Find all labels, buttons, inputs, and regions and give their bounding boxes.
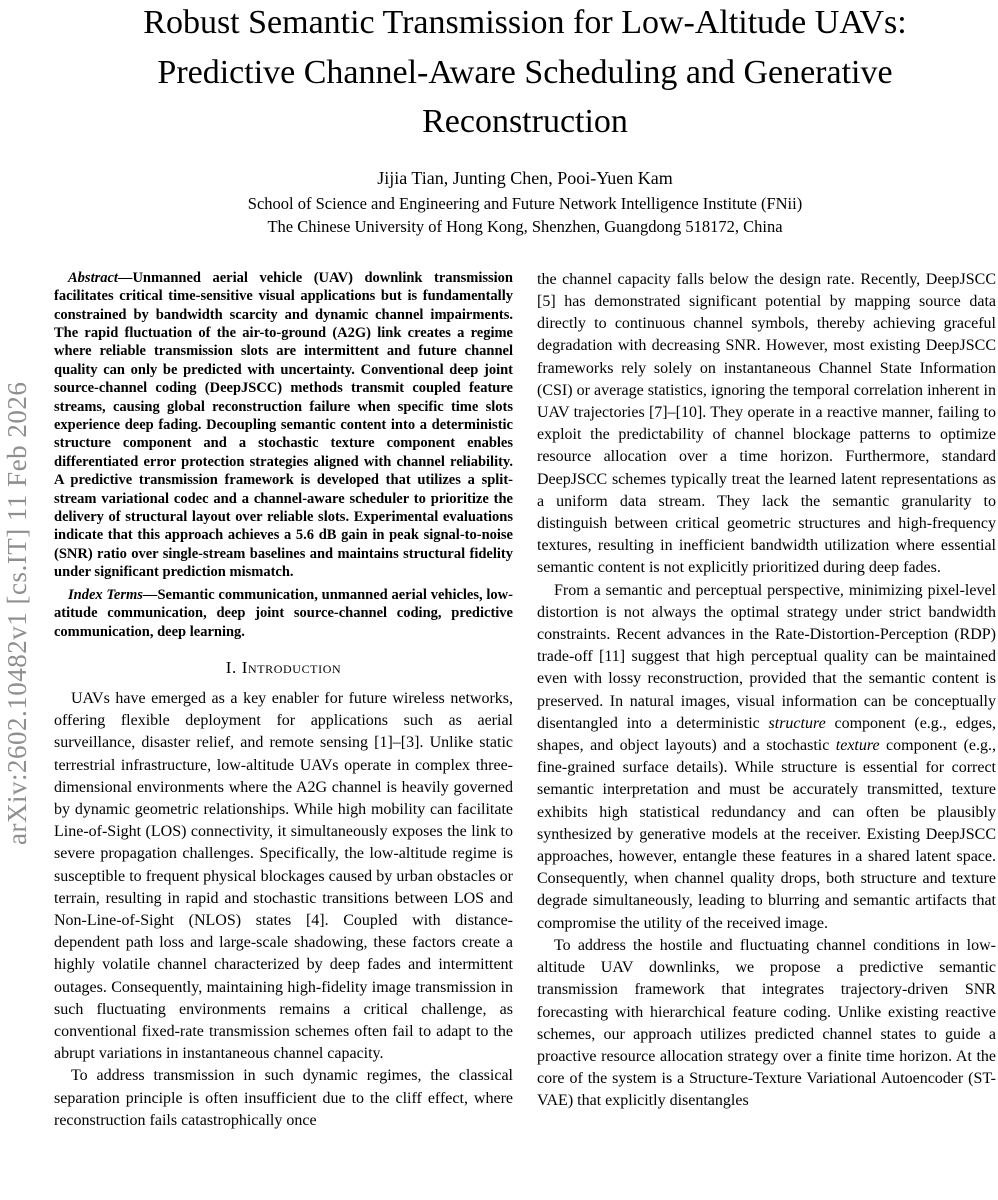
- intro-paragraph-1: UAVs have emerged as a key enabler for future wireless networks, offering flexible deployment for applications such as aerial surveillance, disaster relief, and remote sensing [1]–[3]. Unlike static terrestrial infrastructure, low-altitude UAVs operate in complex three-dimensional environments where the A2G channel is heavily governed by dynamic geometric relationships. While high mobility can facilitate Line-of-Sight (LOS) connectivity, it simultaneously exposes the link to severe propagation challenges. Specifically, the low-altitude regime is susceptible to frequent physical blockages caused by urban obstacles or terrain, resulting in rapid and stochastic transitions between LOS and Non-Line-of-Sight (NLOS) states [4]. Coupled with distance-dependent path loss and large-scale shadowing, these factors create a highly volatile channel characterized by deep fades and intermittent outages. Consequently, maintaining high-fidelity image transmission in such fluctuating environments remains a critical challenge, as conventional fixed-rate transmission schemes often fail to adapt to the abrupt variations in instantaneous channel capacity.: [54, 689, 513, 1063]
- abstract-label: Abstract—: [68, 269, 133, 286]
- two-column-body: [54, 269, 996, 1132]
- abstract: [54, 269, 513, 582]
- section-heading-introduction: I. Introduction: [225, 657, 342, 677]
- paper-header: [54, 0, 996, 239]
- right-column: [537, 269, 996, 1132]
- index-terms-text: Semantic communication, unmanned aerial vehicles, low-atitude communication, deep joint source-channel coding, predictive communication, deep learning.: [54, 586, 513, 640]
- author-list: Jijia Tian, Junting Chen, Pooi-Yuen Kam: [377, 167, 673, 188]
- intro-paragraph-2: To address transmission in such dynamic regimes, the classical separation principle is often insufficient due to the cliff effect, where reconstruction fails catastrophically once: [54, 1067, 513, 1129]
- intro-paragraph-4: To address the hostile and fluctuating channel conditions in low-altitude UAV downlinks, we propose a predictive semantic transmission framework that integrates trajectory-driven SNR forecasting with hierarchical feature coding. Unlike existing reactive schemes, our approach utilizes predicted channel states to guide a proactive resource allocation strategy over a finite time horizon. At the core of the system is a Structure-Texture Variational Autoencoder (ST-VAE) that explicitly disentangles: [537, 936, 996, 1110]
- arxiv-watermark: arXiv:2602.10482v1 [cs.IT] 11 Feb 2026: [2, 381, 32, 845]
- left-column: [54, 269, 513, 1132]
- abstract-text: Unmanned aerial vehicle (UAV) downlink transmission facilitates critical time-sensitive visual applications but is fundamentally constrained by bandwidth scarcity and dynamic channel impairments. The rapid fluctuation of the air-to-ground (A2G) link creates a regime where reliable transmission slots are intermittent and future channel quality can only be predicted with uncertainty. Conventional deep joint source-channel coding (DeepJSCC) methods transmit coupled feature streams, causing global reconstruction failure when specific time slots experience deep fading. Decoupling semantic content into a deterministic structure component and a stochastic texture component enables differentiated error protection strategies aligned with channel reliability. A predictive transmission framework is developed that utilizes a split-stream variational codec and a channel-aware scheduler to prioritize the delivery of structural layout over reliable slots. Experimental evaluations indicate that this approach achieves a 5.6 dB gain in peak signal-to-noise (SNR) ratio over single-stream baselines and maintains structural fidelity under significant prediction mismatch.: [54, 269, 513, 581]
- paper-title: Robust Semantic Transmission for Low-Altitude UAVs: Predictive Channel-Aware Scheduling and Generative Reconstruction: [143, 4, 907, 141]
- intro-paragraph-3: From a semantic and perceptual perspective, minimizing pixel-level distortion is not always the optimal strategy under strict bandwidth constraints. Recent advances in the Rate-Distortion-Perception (RDP) trade-off [11] suggest that high perceptual quality can be maintained even with lossy reconstruction, provided that the semantic content is preserved. In natural images, visual information can be conceptually disentangled into a deterministic structure component (e.g., edges, shapes, and object layouts) and a stochastic texture component (e.g., fine-grained surface details). While structure is essential for correct semantic interpretation and must be accurately transmitted, texture exhibits high statistical redundancy and can often be plausibly synthesized by generative models at the receiver. Existing DeepJSCC approaches, however, entangle these features in a shared latent space. Consequently, when channel quality drops, both structure and texture degrade simultaneously, leading to blurring and semantic artifacts that compromise the utility of the received image.: [537, 581, 996, 932]
- intro-paragraph-2-continued: the channel capacity falls below the design rate. Recently, DeepJSCC [5] has demonstrated significant potential by mapping source data directly to continuous channel symbols, thereby achieving graceful degradation with decreasing SNR. However, most existing DeepJSCC frameworks rely solely on instantaneous Channel State Information (CSI) or average statistics, ignoring the temporal correlation inherent in UAV trajectories [7]–[10]. They operate in a reactive manner, failing to exploit the predictability of channel blockage patterns to optimize resource allocation over a time horizon. Furthermore, standard DeepJSCC schemes typically treat the learned latent representations as a uniform data stream. They lack the semantic granularity to distinguish between critical geometric structures and high-frequency textures, resulting in inefficient bandwidth utilization where essential semantic content is not explicitly prioritized during deep fades.: [537, 270, 996, 577]
- index-terms: [54, 586, 513, 641]
- affiliation-line-2: The Chinese University of Hong Kong, Shenzhen, Guangdong 518172, China: [267, 217, 783, 237]
- index-terms-label: Index Terms—: [68, 586, 158, 603]
- affiliation-line-1: School of Science and Engineering and Future Network Intelligence Institute (FNii): [247, 194, 803, 214]
- paper-content: [54, 0, 996, 1132]
